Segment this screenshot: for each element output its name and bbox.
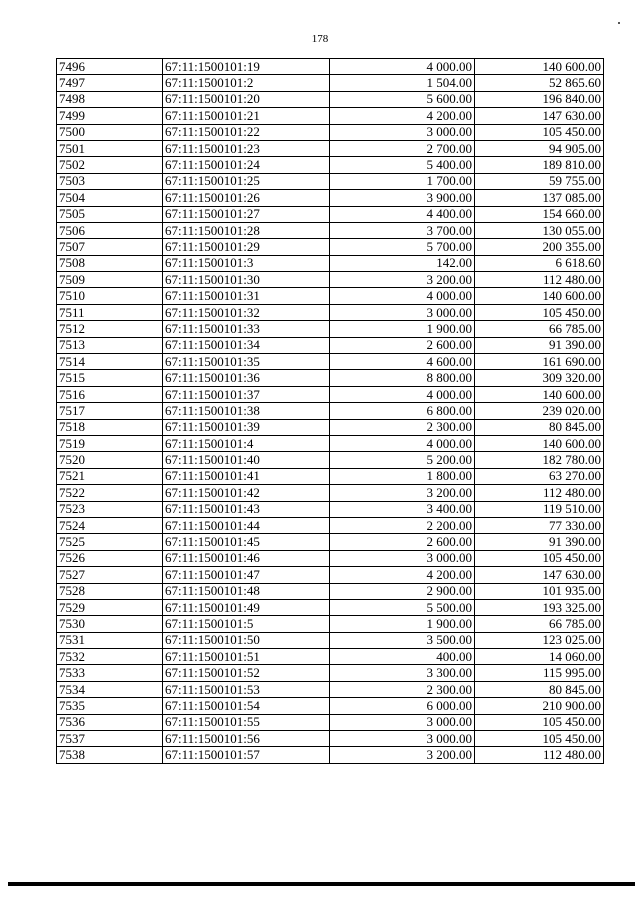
area-cell: 4 200.00 (330, 108, 475, 124)
value-cell: 66 785.00 (475, 321, 604, 337)
value-cell: 91 390.00 (475, 534, 604, 550)
row-number-cell: 7517 (57, 403, 163, 419)
cadastral-number-cell: 67:11:1500101:55 (163, 714, 330, 730)
value-cell: 112 480.00 (475, 747, 604, 763)
row-number-cell: 7536 (57, 714, 163, 730)
table-row (57, 59, 604, 75)
row-number-cell: 7523 (57, 501, 163, 517)
value-cell: 182 780.00 (475, 452, 604, 468)
area-cell: 2 300.00 (330, 681, 475, 697)
value-cell: 239 020.00 (475, 403, 604, 419)
cadastral-number-cell: 67:11:1500101:57 (163, 747, 330, 763)
table-row (57, 403, 604, 419)
page-number: 178 (311, 33, 329, 45)
value-cell: 80 845.00 (475, 419, 604, 435)
table-row (57, 567, 604, 583)
table-row (57, 747, 604, 763)
table-row (57, 354, 604, 370)
cadastral-number-cell: 67:11:1500101:40 (163, 452, 330, 468)
cadastral-number-cell: 67:11:1500101:5 (163, 616, 330, 632)
area-cell: 4 000.00 (330, 386, 475, 402)
table-row (57, 468, 604, 484)
row-number-cell: 7507 (57, 239, 163, 255)
area-cell: 4 000.00 (330, 59, 475, 75)
row-number-cell: 7516 (57, 386, 163, 402)
value-cell: 94 905.00 (475, 140, 604, 156)
table-row (57, 714, 604, 730)
area-cell: 2 600.00 (330, 534, 475, 550)
area-cell: 8 800.00 (330, 370, 475, 386)
row-number-cell: 7506 (57, 222, 163, 238)
table-row (57, 698, 604, 714)
table-row (57, 517, 604, 533)
table-row (57, 321, 604, 337)
row-number-cell: 7535 (57, 698, 163, 714)
row-number-cell: 7504 (57, 190, 163, 206)
value-cell: 196 840.00 (475, 91, 604, 107)
table-row (57, 140, 604, 156)
value-cell: 140 600.00 (475, 59, 604, 75)
row-number-cell: 7522 (57, 485, 163, 501)
area-cell: 3 000.00 (330, 304, 475, 320)
table-row (57, 435, 604, 451)
cadastral-number-cell: 67:11:1500101:37 (163, 386, 330, 402)
value-cell: 137 085.00 (475, 190, 604, 206)
table-row (57, 108, 604, 124)
cadastral-number-cell: 67:11:1500101:50 (163, 632, 330, 648)
table-row (57, 157, 604, 173)
value-cell: 101 935.00 (475, 583, 604, 599)
value-cell: 52 865.60 (475, 75, 604, 91)
parcel-table (56, 58, 604, 764)
value-cell: 6 618.60 (475, 255, 604, 271)
area-cell: 5 500.00 (330, 599, 475, 615)
cadastral-number-cell: 67:11:1500101:51 (163, 649, 330, 665)
value-cell: 66 785.00 (475, 616, 604, 632)
area-cell: 2 900.00 (330, 583, 475, 599)
cadastral-number-cell: 67:11:1500101:31 (163, 288, 330, 304)
table-row (57, 304, 604, 320)
cadastral-number-cell: 67:11:1500101:2 (163, 75, 330, 91)
table-row (57, 206, 604, 222)
cadastral-number-cell: 67:11:1500101:54 (163, 698, 330, 714)
row-number-cell: 7524 (57, 517, 163, 533)
area-cell: 6 000.00 (330, 698, 475, 714)
area-cell: 4 200.00 (330, 567, 475, 583)
value-cell: 200 355.00 (475, 239, 604, 255)
table-row (57, 173, 604, 189)
cadastral-number-cell: 67:11:1500101:23 (163, 140, 330, 156)
table-row (57, 501, 604, 517)
value-cell: 63 270.00 (475, 468, 604, 484)
row-number-cell: 7534 (57, 681, 163, 697)
value-cell: 105 450.00 (475, 124, 604, 140)
value-cell: 112 480.00 (475, 485, 604, 501)
cadastral-number-cell: 67:11:1500101:42 (163, 485, 330, 501)
cadastral-number-cell: 67:11:1500101:26 (163, 190, 330, 206)
row-number-cell: 7501 (57, 140, 163, 156)
row-number-cell: 7512 (57, 321, 163, 337)
table-row (57, 616, 604, 632)
cadastral-number-cell: 67:11:1500101:22 (163, 124, 330, 140)
cadastral-number-cell: 67:11:1500101:38 (163, 403, 330, 419)
cadastral-number-cell: 67:11:1500101:30 (163, 272, 330, 288)
value-cell: 115 995.00 (475, 665, 604, 681)
cadastral-number-cell: 67:11:1500101:29 (163, 239, 330, 255)
area-cell: 4 600.00 (330, 354, 475, 370)
area-cell: 400.00 (330, 649, 475, 665)
area-cell: 2 600.00 (330, 337, 475, 353)
row-number-cell: 7518 (57, 419, 163, 435)
value-cell: 91 390.00 (475, 337, 604, 353)
value-cell: 193 325.00 (475, 599, 604, 615)
value-cell: 147 630.00 (475, 567, 604, 583)
area-cell: 4 000.00 (330, 435, 475, 451)
table-row (57, 681, 604, 697)
value-cell: 105 450.00 (475, 304, 604, 320)
area-cell: 3 900.00 (330, 190, 475, 206)
table-row (57, 255, 604, 271)
row-number-cell: 7514 (57, 354, 163, 370)
value-cell: 130 055.00 (475, 222, 604, 238)
cadastral-number-cell: 67:11:1500101:19 (163, 59, 330, 75)
value-cell: 154 660.00 (475, 206, 604, 222)
table-row (57, 75, 604, 91)
table-row (57, 583, 604, 599)
cadastral-number-cell: 67:11:1500101:46 (163, 550, 330, 566)
area-cell: 142.00 (330, 255, 475, 271)
value-cell: 105 450.00 (475, 714, 604, 730)
cadastral-number-cell: 67:11:1500101:4 (163, 435, 330, 451)
area-cell: 1 504.00 (330, 75, 475, 91)
row-number-cell: 7500 (57, 124, 163, 140)
value-cell: 210 900.00 (475, 698, 604, 714)
area-cell: 3 200.00 (330, 747, 475, 763)
row-number-cell: 7537 (57, 731, 163, 747)
area-cell: 3 000.00 (330, 714, 475, 730)
value-cell: 105 450.00 (475, 550, 604, 566)
cadastral-number-cell: 67:11:1500101:45 (163, 534, 330, 550)
area-cell: 6 800.00 (330, 403, 475, 419)
row-number-cell: 7521 (57, 468, 163, 484)
cadastral-number-cell: 67:11:1500101:52 (163, 665, 330, 681)
table-row (57, 550, 604, 566)
area-cell: 1 800.00 (330, 468, 475, 484)
row-number-cell: 7496 (57, 59, 163, 75)
value-cell: 309 320.00 (475, 370, 604, 386)
value-cell: 140 600.00 (475, 288, 604, 304)
area-cell: 3 500.00 (330, 632, 475, 648)
table-row (57, 190, 604, 206)
table-row (57, 419, 604, 435)
area-cell: 1 700.00 (330, 173, 475, 189)
area-cell: 3 200.00 (330, 485, 475, 501)
row-number-cell: 7531 (57, 632, 163, 648)
cadastral-number-cell: 67:11:1500101:20 (163, 91, 330, 107)
value-cell: 147 630.00 (475, 108, 604, 124)
area-cell: 5 200.00 (330, 452, 475, 468)
table-row (57, 337, 604, 353)
row-number-cell: 7533 (57, 665, 163, 681)
area-cell: 2 300.00 (330, 419, 475, 435)
row-number-cell: 7532 (57, 649, 163, 665)
row-number-cell: 7498 (57, 91, 163, 107)
value-cell: 189 810.00 (475, 157, 604, 173)
table-row (57, 386, 604, 402)
row-number-cell: 7538 (57, 747, 163, 763)
value-cell: 123 025.00 (475, 632, 604, 648)
value-cell: 80 845.00 (475, 681, 604, 697)
row-number-cell: 7519 (57, 435, 163, 451)
table-row (57, 370, 604, 386)
row-number-cell: 7530 (57, 616, 163, 632)
table-row (57, 665, 604, 681)
cadastral-number-cell: 67:11:1500101:47 (163, 567, 330, 583)
cadastral-number-cell: 67:11:1500101:49 (163, 599, 330, 615)
value-cell: 140 600.00 (475, 386, 604, 402)
cadastral-number-cell: 67:11:1500101:25 (163, 173, 330, 189)
table-row (57, 599, 604, 615)
row-number-cell: 7526 (57, 550, 163, 566)
area-cell: 3 000.00 (330, 550, 475, 566)
cadastral-number-cell: 67:11:1500101:33 (163, 321, 330, 337)
cadastral-number-cell: 67:11:1500101:28 (163, 222, 330, 238)
area-cell: 3 200.00 (330, 272, 475, 288)
row-number-cell: 7529 (57, 599, 163, 615)
row-number-cell: 7527 (57, 567, 163, 583)
corner-mark (618, 22, 620, 24)
area-cell: 1 900.00 (330, 321, 475, 337)
value-cell: 112 480.00 (475, 272, 604, 288)
row-number-cell: 7497 (57, 75, 163, 91)
table-row (57, 534, 604, 550)
table-row (57, 91, 604, 107)
cadastral-number-cell: 67:11:1500101:36 (163, 370, 330, 386)
cadastral-number-cell: 67:11:1500101:24 (163, 157, 330, 173)
row-number-cell: 7508 (57, 255, 163, 271)
cadastral-number-cell: 67:11:1500101:56 (163, 731, 330, 747)
cadastral-number-cell: 67:11:1500101:39 (163, 419, 330, 435)
row-number-cell: 7520 (57, 452, 163, 468)
row-number-cell: 7528 (57, 583, 163, 599)
row-number-cell: 7525 (57, 534, 163, 550)
value-cell: 105 450.00 (475, 731, 604, 747)
row-number-cell: 7503 (57, 173, 163, 189)
cadastral-number-cell: 67:11:1500101:44 (163, 517, 330, 533)
area-cell: 3 000.00 (330, 124, 475, 140)
area-cell: 4 000.00 (330, 288, 475, 304)
area-cell: 1 900.00 (330, 616, 475, 632)
value-cell: 77 330.00 (475, 517, 604, 533)
table-row (57, 632, 604, 648)
row-number-cell: 7511 (57, 304, 163, 320)
table-row (57, 239, 604, 255)
row-number-cell: 7509 (57, 272, 163, 288)
cadastral-number-cell: 67:11:1500101:53 (163, 681, 330, 697)
area-cell: 4 400.00 (330, 206, 475, 222)
row-number-cell: 7499 (57, 108, 163, 124)
table-row (57, 452, 604, 468)
area-cell: 2 200.00 (330, 517, 475, 533)
area-cell: 5 400.00 (330, 157, 475, 173)
cadastral-number-cell: 67:11:1500101:48 (163, 583, 330, 599)
row-number-cell: 7510 (57, 288, 163, 304)
footer-rule (8, 882, 635, 886)
cadastral-number-cell: 67:11:1500101:34 (163, 337, 330, 353)
value-cell: 161 690.00 (475, 354, 604, 370)
row-number-cell: 7515 (57, 370, 163, 386)
area-cell: 3 300.00 (330, 665, 475, 681)
value-cell: 59 755.00 (475, 173, 604, 189)
table-row (57, 288, 604, 304)
value-cell: 140 600.00 (475, 435, 604, 451)
area-cell: 2 700.00 (330, 140, 475, 156)
cadastral-number-cell: 67:11:1500101:41 (163, 468, 330, 484)
table-row (57, 731, 604, 747)
cadastral-number-cell: 67:11:1500101:32 (163, 304, 330, 320)
area-cell: 5 700.00 (330, 239, 475, 255)
value-cell: 119 510.00 (475, 501, 604, 517)
row-number-cell: 7505 (57, 206, 163, 222)
cadastral-number-cell: 67:11:1500101:21 (163, 108, 330, 124)
table-row (57, 222, 604, 238)
parcel-table-body (57, 59, 604, 764)
area-cell: 3 400.00 (330, 501, 475, 517)
cadastral-number-cell: 67:11:1500101:35 (163, 354, 330, 370)
cadastral-number-cell: 67:11:1500101:3 (163, 255, 330, 271)
cadastral-number-cell: 67:11:1500101:43 (163, 501, 330, 517)
cadastral-number-cell: 67:11:1500101:27 (163, 206, 330, 222)
area-cell: 5 600.00 (330, 91, 475, 107)
area-cell: 3 000.00 (330, 731, 475, 747)
row-number-cell: 7502 (57, 157, 163, 173)
value-cell: 14 060.00 (475, 649, 604, 665)
table-row (57, 124, 604, 140)
table-row (57, 485, 604, 501)
table-row (57, 272, 604, 288)
area-cell: 3 700.00 (330, 222, 475, 238)
row-number-cell: 7513 (57, 337, 163, 353)
table-row (57, 649, 604, 665)
